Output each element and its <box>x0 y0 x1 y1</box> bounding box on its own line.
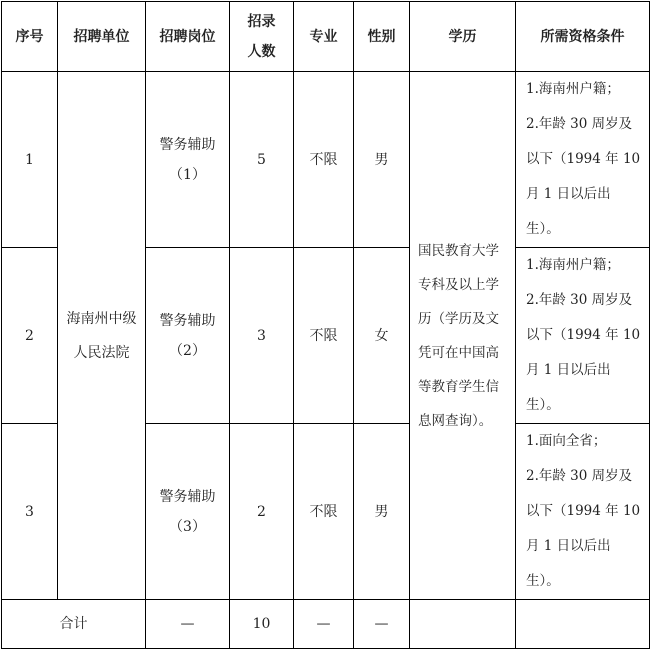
row-gender: 女 <box>354 248 410 424</box>
post-number: （1） <box>169 166 206 183</box>
header-major: 专业 <box>294 2 354 72</box>
education-requirement: 国民教育大学专科及以上学历（学历及文凭可在中国高等教育学生信息网查询）。 <box>410 72 516 600</box>
row-conditions <box>516 248 650 424</box>
row-major: 不限 <box>294 72 354 248</box>
row-conditions <box>516 424 650 600</box>
post-number: （2） <box>169 342 206 359</box>
total-label: 合计 <box>2 600 146 649</box>
header-seq: 序号 <box>2 2 58 72</box>
total-row <box>2 600 650 649</box>
condition-line: 月 1 日以后出生）。 <box>526 186 611 237</box>
unit-line2: 人民法院 <box>73 344 130 361</box>
post-name: 警务辅助 <box>159 312 216 329</box>
header-count-line2: 人数 <box>247 43 276 60</box>
condition-line: 以下（1994 年 10 <box>526 327 641 343</box>
header-post: 招聘岗位 <box>146 2 230 72</box>
total-gender: — <box>354 600 410 649</box>
total-post: — <box>146 600 230 649</box>
row-gender: 男 <box>354 424 410 600</box>
condition-line: 以下（1994 年 10 <box>526 151 641 167</box>
post-name: 警务辅助 <box>159 136 216 153</box>
total-conditions <box>516 600 650 649</box>
recruiting-unit <box>58 72 146 600</box>
row-seq: 1 <box>2 72 58 248</box>
post-number: （3） <box>169 518 206 535</box>
condition-line: 2.年龄 30 周岁及 <box>526 116 633 132</box>
total-count: 10 <box>230 600 294 649</box>
condition-line: 1.海南州户籍； <box>526 81 620 97</box>
unit-line1: 海南州中级 <box>66 310 137 327</box>
header-count <box>230 2 294 72</box>
condition-line: 1.面向全省； <box>526 433 607 449</box>
row-seq: 2 <box>2 248 58 424</box>
header-row <box>2 2 650 72</box>
header-education: 学历 <box>410 2 516 72</box>
condition-line: 月 1 日以后出生）。 <box>526 538 611 589</box>
recruitment-table <box>1 1 650 649</box>
row-count: 2 <box>230 424 294 600</box>
condition-line: 月 1 日以后出生）。 <box>526 362 611 413</box>
row-seq: 3 <box>2 424 58 600</box>
condition-line: 1.海南州户籍； <box>526 257 620 273</box>
total-education <box>410 600 516 649</box>
row-post <box>146 248 230 424</box>
row-major: 不限 <box>294 248 354 424</box>
row-count: 3 <box>230 248 294 424</box>
header-unit: 招聘单位 <box>58 2 146 72</box>
total-major: — <box>294 600 354 649</box>
condition-line: 2.年龄 30 周岁及 <box>526 468 633 484</box>
header-gender: 性别 <box>354 2 410 72</box>
row-gender: 男 <box>354 72 410 248</box>
row-count: 5 <box>230 72 294 248</box>
table-row <box>2 72 650 248</box>
header-conditions: 所需资格条件 <box>516 2 650 72</box>
header-count-line1: 招录 <box>247 13 276 30</box>
row-major: 不限 <box>294 424 354 600</box>
condition-line: 2.年龄 30 周岁及 <box>526 292 633 308</box>
row-post <box>146 72 230 248</box>
condition-line: 以下（1994 年 10 <box>526 503 641 519</box>
row-post <box>146 424 230 600</box>
row-conditions <box>516 72 650 248</box>
post-name: 警务辅助 <box>159 488 216 505</box>
